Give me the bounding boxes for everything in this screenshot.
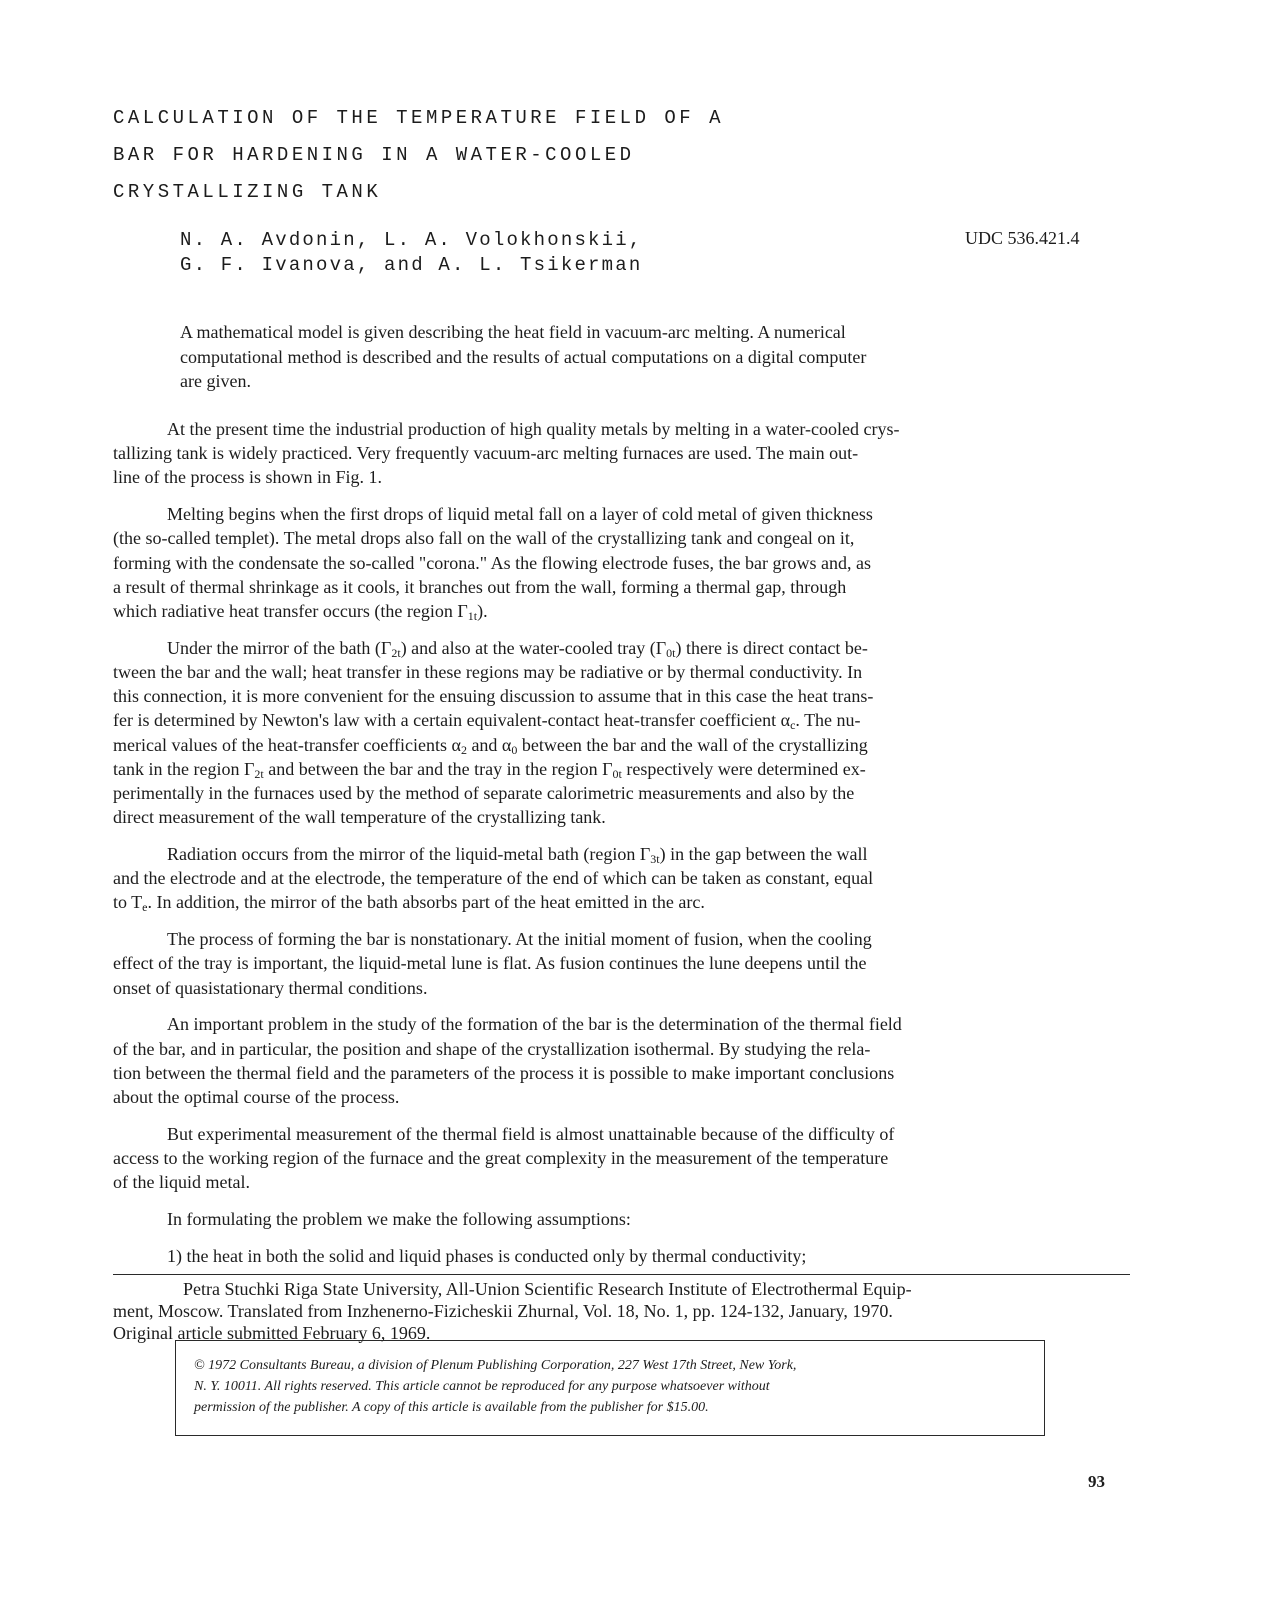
text-line: In formulating the problem we make the following assumptions: xyxy=(167,1209,631,1230)
text-segment: between the bar and the wall of the crystallizing xyxy=(517,734,868,755)
text-segment: and between the bar and the tray in the region Γ xyxy=(263,758,613,779)
copyright-line: N. Y. 10011. All rights reserved. This article cannot be reproduced for any purpose whatsoever without xyxy=(194,1379,770,1394)
subscript: 2 xyxy=(460,742,467,757)
article-body xyxy=(113,417,1133,1281)
text-segment: ). xyxy=(477,601,488,622)
paragraph-2 xyxy=(113,502,1133,623)
text-line: of the bar, and in particular, the position and shape of the crystallization isothermal. By studying the rela- xyxy=(113,1038,871,1059)
text-line: onset of quasistationary thermal conditions. xyxy=(113,977,428,998)
author-line: N. A. Avdonin, L. A. Volokhonskii, xyxy=(180,229,643,251)
text-line: But experimental measurement of the thermal field is almost unattainable because of the difficulty of xyxy=(167,1123,895,1144)
text-segment: tank in the region Γ xyxy=(113,758,255,779)
udc-code: UDC 536.421.4 xyxy=(965,228,1080,248)
footnote xyxy=(113,1278,1133,1344)
text-line xyxy=(113,842,1133,866)
text-line: about the optimal course of the process. xyxy=(113,1087,400,1108)
paragraph-7 xyxy=(113,1122,1133,1195)
text-line: 1) the heat in both the solid and liquid phases is conducted only by thermal conductivity; xyxy=(167,1245,807,1266)
text-segment: to T xyxy=(113,892,143,913)
text-line xyxy=(113,890,1133,914)
subscript: 0t xyxy=(666,645,676,660)
paragraph-1 xyxy=(113,417,1133,490)
footnote-divider xyxy=(113,1274,1130,1275)
title-line: CALCULATION OF THE TEMPERATURE FIELD OF A xyxy=(113,107,724,129)
text-segment: fer is determined by Newton's law with a certain equivalent-contact heat-transfer coefficient α xyxy=(113,710,791,731)
text-line: tion between the thermal field and the parameters of the process it is possible to make important conclusions xyxy=(113,1062,895,1083)
text-line: At the present time the industrial production of high quality metals by melting in a water-cooled crys- xyxy=(167,419,900,439)
text-line: effect of the tray is important, the liquid-metal lune is flat. As fusion continues the lune deepens until the xyxy=(113,953,867,974)
paragraph-5 xyxy=(113,927,1133,1000)
text-segment: ) in the gap between the wall xyxy=(659,844,868,865)
text-segment: respectively were determined ex- xyxy=(621,758,866,779)
text-line xyxy=(113,733,1133,757)
abstract-line: computational method is described and the results of actual computations on a digital computer xyxy=(180,346,867,367)
text-line: The process of forming the bar is nonstationary. At the initial moment of fusion, when the cooling xyxy=(167,929,872,950)
subscript: 2t xyxy=(254,766,264,781)
footnote-line: Original article submitted February 6, 1969. xyxy=(113,1323,431,1343)
subscript: 0 xyxy=(511,742,518,757)
copyright-box xyxy=(175,1340,1045,1436)
text-line: tallizing tank is widely practiced. Very frequently vacuum-arc melting furnaces are used. The main out- xyxy=(113,443,859,464)
text-segment: and α xyxy=(466,734,512,755)
subscript: 3t xyxy=(650,852,660,867)
text-segment: . The nu- xyxy=(795,710,861,731)
text-segment: Radiation occurs from the mirror of the liquid-metal bath (region Γ xyxy=(167,844,651,865)
text-line: of the liquid metal. xyxy=(113,1172,250,1193)
text-line: this connection, it is more convenient for the ensuing discussion to assume that in this case the heat trans- xyxy=(113,686,874,707)
copyright-line: © 1972 Consultants Bureau, a division of Plenum Publishing Corporation, 227 West 17th Street, New York, xyxy=(194,1358,797,1373)
footnote-line: Petra Stuchki Riga State University, All-Union Scientific Research Institute of Electrothermal Equip- xyxy=(183,1279,912,1299)
text-segment: ) there is direct contact be- xyxy=(675,637,868,658)
text-line xyxy=(113,708,1133,732)
subscript: 0t xyxy=(612,766,622,781)
copyright-line: permission of the publisher. A copy of this article is available from the publisher for $15.00. xyxy=(194,1400,709,1415)
footnote-line: ment, Moscow. Translated from Inzhenerno-Fizicheskii Zhurnal, Vol. 18, No. 1, pp. 124-132, January, 1970. xyxy=(113,1301,893,1321)
title-line: CRYSTALLIZING TANK xyxy=(113,181,382,203)
article-title xyxy=(113,100,1013,211)
text-line xyxy=(113,757,1133,781)
text-segment: Under the mirror of the bath (Γ xyxy=(167,637,392,658)
subscript: c xyxy=(790,718,796,733)
author-list xyxy=(180,228,642,278)
abstract-line: are given. xyxy=(180,371,251,391)
subscript: e xyxy=(142,900,148,915)
text-line: tween the bar and the wall; heat transfer in these regions may be radiative or by thermal conductivity. In xyxy=(113,662,863,683)
author-line: G. F. Ivanova, and A. L. Tsikerman xyxy=(180,254,643,276)
page-number: 93 xyxy=(1088,1472,1105,1491)
abstract-line: A mathematical model is given describing the heat field in vacuum-arc melting. A numerical xyxy=(180,322,846,342)
paragraph-4 xyxy=(113,842,1133,915)
paragraph-3 xyxy=(113,636,1133,830)
text-line: An important problem in the study of the formation of the bar is the determination of the thermal field xyxy=(167,1014,902,1035)
text-segment: which radiative heat transfer occurs (the region Γ xyxy=(113,601,468,622)
text-line: perimentally in the furnaces used by the method of separate calorimetric measurements and also by the xyxy=(113,783,855,804)
text-line: (the so-called templet). The metal drops also fall on the wall of the crystallizing tank and congeal on it, xyxy=(113,528,855,549)
subscript: 2t xyxy=(391,645,401,660)
text-line: and the electrode and at the electrode, the temperature of the end of which can be taken as constant, equal xyxy=(113,868,874,889)
text-line: line of the process is shown in Fig. 1. xyxy=(113,467,382,488)
title-line: BAR FOR HARDENING IN A WATER-COOLED xyxy=(113,144,635,166)
text-line: direct measurement of the wall temperature of the crystallizing tank. xyxy=(113,807,606,828)
paragraph-9 xyxy=(113,1244,1133,1268)
text-segment: merical values of the heat-transfer coefficients α xyxy=(113,734,461,755)
text-line: access to the working region of the furnace and the great complexity in the measurement of the temperature xyxy=(113,1148,889,1169)
paragraph-8 xyxy=(113,1207,1133,1231)
text-line: a result of thermal shrinkage as it cools, it branches out from the wall, forming a thermal gap, through xyxy=(113,576,847,597)
text-segment: ) and also at the water-cooled tray (Γ xyxy=(400,637,667,658)
text-line: Melting begins when the first drops of liquid metal fall on a layer of cold metal of given thickness xyxy=(167,504,873,525)
subscript: 1t xyxy=(467,609,478,624)
text-line: forming with the condensate the so-called "corona." As the flowing electrode fuses, the bar grows and, as xyxy=(113,552,871,573)
text-line xyxy=(113,599,1133,623)
text-segment: . In addition, the mirror of the bath absorbs part of the heat emitted in the arc. xyxy=(147,892,705,913)
abstract xyxy=(180,320,1070,394)
text-line xyxy=(113,636,1133,660)
paragraph-6 xyxy=(113,1012,1133,1109)
